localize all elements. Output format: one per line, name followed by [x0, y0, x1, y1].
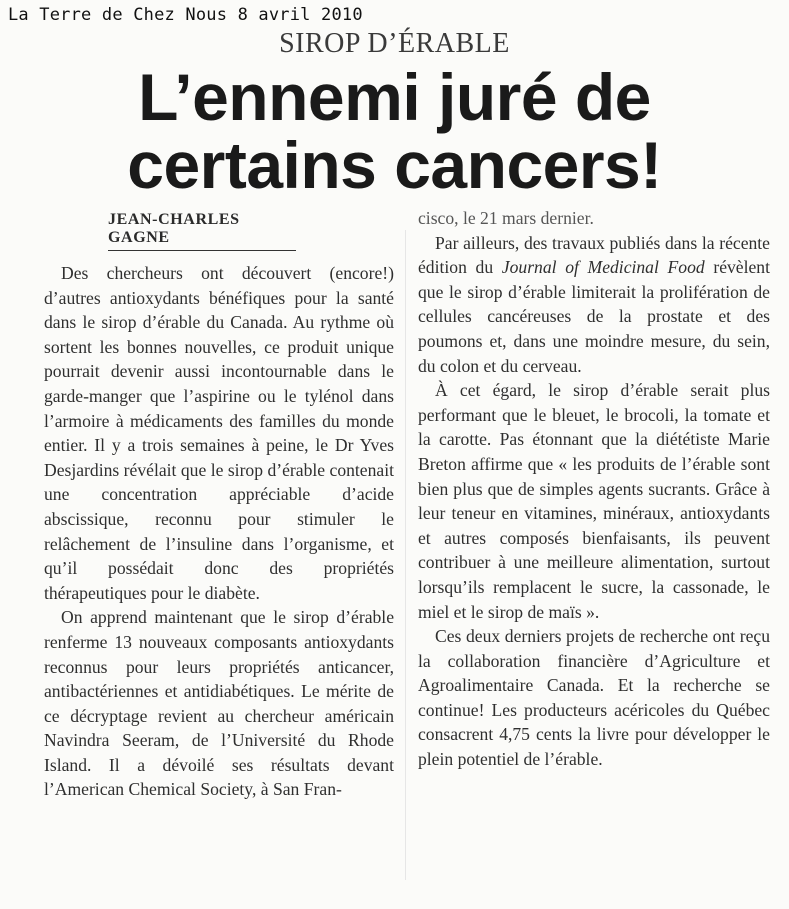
section-kicker: SIROP D’ÉRABLE: [279, 28, 510, 59]
journal-title: Journal of Medicinal Food: [501, 257, 705, 278]
source-line: La Terre de Chez Nous 8 avril 2010: [8, 5, 363, 25]
paragraph-text: Par ailleurs, des travaux publiés dans la récente édition du: [418, 232, 770, 278]
headline: [0, 60, 789, 202]
byline: JEAN-CHARLES GAGNE: [108, 211, 296, 251]
paragraph: À cet égard, le sirop d’érable serait plus performant que le bleuet, le brocoli, la tomate et la carotte. Pas étonnant que la diététiste Marie Breton affirme que « les produits de l’érable sont bien plus que de simples agents sucrants. Grâce à leur teneur en vitamines, minéraux, antioxydants et autres composés bienfaisants, ils peuvent contribuer à une meilleure alimentation, surtout lorsqu’ils remplacent le sucre, la cassonade, le miel et le sirop de maïs ».: [418, 380, 770, 622]
paragraph: Ces deux derniers projets de recherche ont reçu la collaboration financière d’Agriculture et Agroalimentaire Canada. Et la recherche se continue! Les producteurs acéricoles du Québec consacrent 4,75 cents la livre pour développer le plein potentiel de l’érable.: [418, 626, 770, 770]
headline-line-1: L’ennemi juré de: [138, 60, 651, 134]
paragraph-text: révèlent que le sirop d’érable limiterait la prolifération de cellules cancéreuses de la prostate et des poumons et, dans une moindre mesure, du sein, du colon et du cerveau.: [418, 257, 770, 376]
article-column-1: [44, 261, 394, 802]
paragraph: [418, 231, 770, 379]
article-column-2: [418, 206, 770, 772]
paragraph: Des chercheurs ont découvert (encore!) d’autres antioxydants bénéfiques pour la santé dans le sirop d’érable du Canada. Au rythme où sortent les bonnes nouvelles, ce produit unique pourrait devenir aussi incontournable dans le garde-manger que l’aspirine ou le tylénol dans l’armoire à médicaments des familles du monde entier. Il y a trois semaines à peine, le Dr Yves Desjardins révélait que le sirop d’érable contenait une concentration appréciable d’acide abscissique, reconnu pour stimuler le relâchement de l’insuline dans l’organisme, et qu’il possédait donc des propriétés thérapeutiques pour le diabète.: [44, 263, 394, 603]
headline-line-2: certains cancers!: [127, 128, 662, 202]
column-divider: [405, 230, 406, 880]
paragraph: On apprend maintenant que le sirop d’érable renferme 13 nouveaux composants antioxydants reconnus pour leurs propriétés anticancer, antibactériennes et antidiabétiques. Le mérite de ce décryptage revient au chercheur américain Navindra Seeram, de l’Université du Rhode Island. Il a dévoilé ses résultats devant l’American Chemical Society, à San Fran-: [44, 607, 394, 800]
paragraph-continuation: cisco, le 21 mars dernier.: [418, 208, 594, 228]
